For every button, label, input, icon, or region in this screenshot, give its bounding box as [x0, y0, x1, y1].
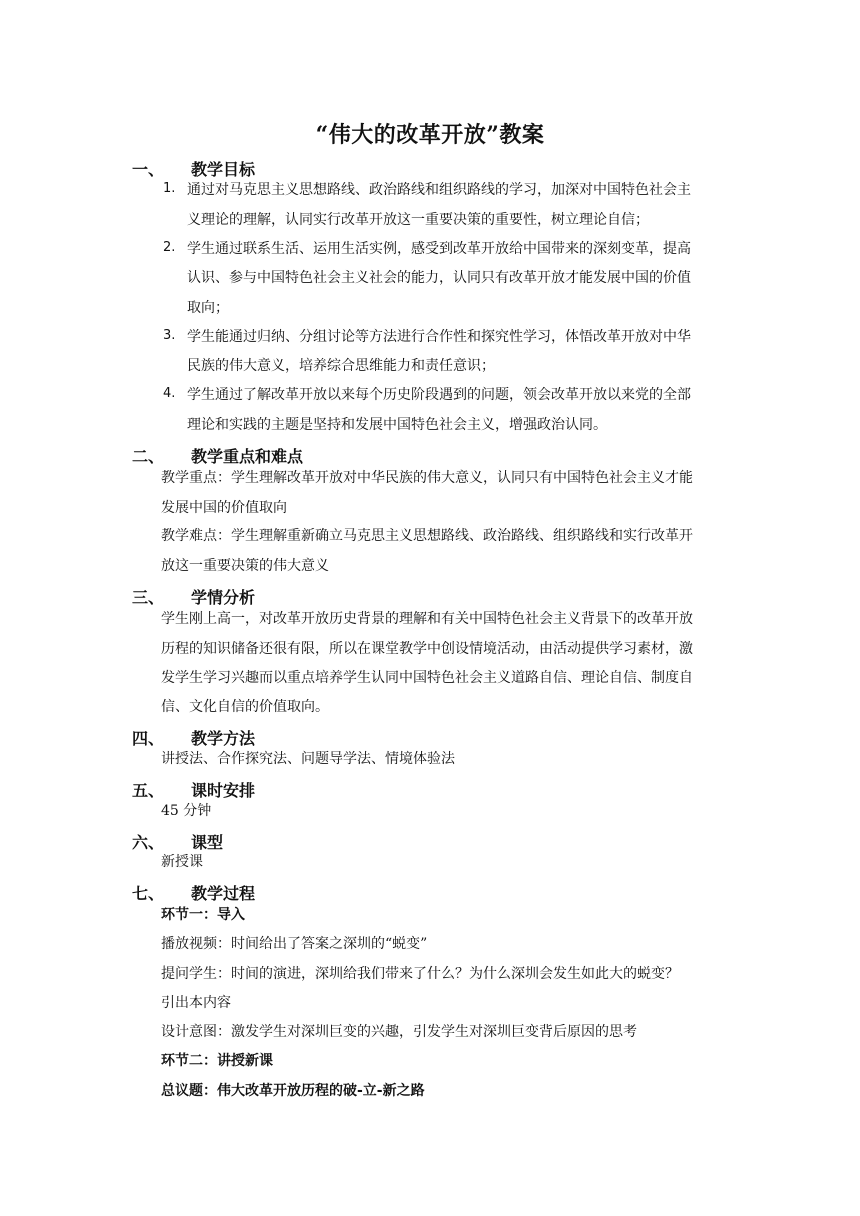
topic-heading: 总议题：伟大改革开放历程的破-立-新之路 — [161, 1083, 425, 1099]
section-number: 七、 — [132, 884, 165, 903]
paragraph-line: 播放视频：时间给出了答案之深圳的“蜕变” — [161, 936, 428, 952]
paragraph-line: 学生刚上高一，对改革开放历史背景的理解和有关中国特色社会主义背景下的改革开放 — [161, 611, 693, 627]
list-item-line: 取向； — [187, 300, 229, 316]
list-item-line: 义理论的理解，认同实行改革开放这一重要决策的重要性，树立理论自信； — [187, 212, 649, 228]
list-item-line: 通过对马克思主义思想路线、政治路线和组织路线的学习，加深对中国特色社会主 — [187, 182, 691, 198]
section-title: 教学目标 — [191, 160, 256, 179]
list-item-line: 学生能通过归纳、分组讨论等方法进行合作性和探究性学习，体悟改革开放对中华 — [187, 329, 691, 345]
paragraph-line: 发展中国的价值取向 — [161, 500, 287, 516]
section-number: 二、 — [132, 447, 165, 466]
paragraph-line: 历程的知识储备还很有限，所以在课堂教学中创设情境活动，由活动提供学习素材，激 — [161, 641, 693, 657]
list-number: 1. — [163, 181, 176, 196]
list-number: 2. — [163, 240, 176, 255]
list-item-line: 民族的伟大意义，培养综合思维能力和责任意识； — [187, 358, 495, 374]
paragraph-line: 提问学生：时间的演进，深圳给我们带来了什么？为什么深圳会发生如此大的蜕变？ — [161, 966, 679, 982]
section-title: 教学过程 — [191, 884, 256, 903]
list-number: 4. — [163, 386, 176, 401]
section-title: 学情分析 — [191, 588, 256, 607]
paragraph-line: 设计意图：激发学生对深圳巨变的兴趣，引发学生对深圳巨变背后原因的思考 — [161, 1024, 637, 1040]
section-number: 六、 — [132, 833, 165, 852]
section-title: 教学重点和难点 — [191, 447, 304, 466]
paragraph-line: 教学难点：学生理解重新确立马克思主义思想路线、政治路线、组织路线和实行改革开 — [161, 528, 693, 544]
section-title: 教学方法 — [191, 729, 256, 748]
paragraph-line: 放这一重要决策的伟大意义 — [161, 558, 329, 574]
paragraph-line: 教学重点：学生理解改革开放对中华民族的伟大意义，认同只有中国特色社会主义才能 — [161, 470, 693, 486]
list-number: 3. — [163, 328, 176, 343]
paragraph-line: 45 分钟 — [161, 803, 212, 819]
section-number: 五、 — [132, 781, 165, 800]
section-title: 课型 — [191, 833, 224, 852]
section-number: 一、 — [132, 160, 165, 179]
paragraph-line: 发学生学习兴趣而以重点培养学生认同中国特色社会主义道路自信、理论自信、制度自 — [161, 670, 693, 686]
list-item-line: 认识、参与中国特色社会主义社会的能力，认同只有改革开放才能发展中国的价值 — [187, 270, 691, 286]
paragraph-line: 讲授法、合作探究法、问题导学法、情境体验法 — [161, 751, 455, 767]
section-number: 四、 — [132, 729, 165, 748]
step-heading: 环节二：讲授新课 — [161, 1053, 273, 1069]
step-heading: 环节一：导入 — [161, 907, 245, 923]
paragraph-line: 信、文化自信的价值取向。 — [161, 699, 329, 715]
list-item-line: 理论和实践的主题是坚持和发展中国特色社会主义，增强政治认同。 — [187, 417, 607, 433]
paragraph-line: 引出本内容 — [161, 995, 231, 1011]
list-item-line: 学生通过联系生活、运用生活实例，感受到改革开放给中国带来的深刻变革，提高 — [187, 241, 691, 257]
section-title: 课时安排 — [191, 781, 256, 800]
paragraph-line: 新授课 — [161, 854, 203, 870]
list-item-line: 学生通过了解改革开放以来每个历史阶段遇到的问题，领会改革开放以来党的全部 — [187, 387, 691, 403]
document-title: “伟大的改革开放”教案 — [315, 122, 545, 148]
section-number: 三、 — [132, 588, 165, 607]
